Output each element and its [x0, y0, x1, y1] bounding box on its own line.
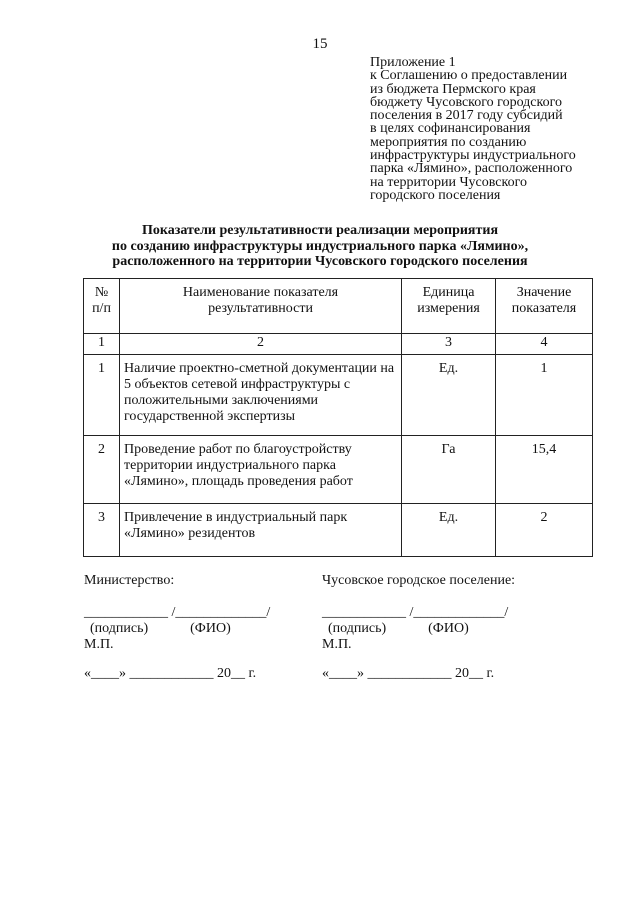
appendix-line: бюджету Чусовского городского	[370, 94, 562, 110]
appendix-line: в целях софинансирования	[370, 121, 531, 137]
row-number: 1	[84, 355, 120, 436]
appendix-line: на территории Чусовского	[370, 174, 527, 190]
indicator-name: Наличие проектно-сметной документации на 5 объектов сетевой инфраструктуры с положительными заключениями государственной экспертизы	[120, 355, 402, 436]
stamp-placeholder: М.П.	[84, 637, 114, 652]
appendix-line: городского поселения	[370, 187, 501, 203]
signature-block-ministry	[84, 573, 324, 683]
page-number: 15	[312, 36, 328, 52]
table-header-row	[84, 279, 593, 334]
title-line: Показатели результативности реализации мероприятия	[141, 223, 499, 238]
column-index: 2	[120, 334, 402, 355]
indicator-value: 2	[496, 504, 593, 557]
appendix-line: парка «Лямино», расположенного	[370, 161, 573, 177]
header-value	[496, 279, 593, 334]
appendix-line: к Соглашению о предоставлении	[370, 68, 568, 84]
appendix-line: мероприятия по созданию	[370, 134, 527, 150]
signature-captions: (подпись) (ФИО)	[90, 621, 231, 636]
signatory-party: Чусовское городское поселение:	[322, 573, 516, 588]
appendix-line: поселения в 2017 году субсидий	[370, 108, 563, 124]
column-index-row	[84, 334, 593, 355]
document-title	[0, 223, 640, 270]
indicator-value: 15,4	[496, 436, 593, 504]
column-index: 3	[402, 334, 496, 355]
header-num-line: п/п	[92, 301, 111, 316]
title-line: расположенного на территории Чусовского городского поселения	[112, 254, 528, 269]
indicator-unit: Га	[402, 436, 496, 504]
column-index: 4	[496, 334, 593, 355]
row-number: 2	[84, 436, 120, 504]
table-row	[84, 504, 593, 557]
indicator-unit: Ед.	[402, 355, 496, 436]
row-number: 3	[84, 504, 120, 557]
header-name-line: результативности	[208, 301, 313, 316]
indicator-unit: Ед.	[402, 504, 496, 557]
column-index: 1	[84, 334, 120, 355]
header-num-line: №	[94, 285, 109, 300]
signatory-party: Министерство:	[84, 573, 175, 588]
signature-block-settlement	[322, 573, 582, 683]
title-line: по созданию инфраструктуры индустриального парка «Лямино»,	[111, 238, 529, 254]
header-value-line: Значение	[516, 285, 572, 300]
appendix-header	[370, 56, 620, 202]
appendix-line: из бюджета Пермского края	[370, 81, 536, 97]
date-line: «____» ____________ 20__ г.	[84, 666, 257, 681]
appendix-line: инфраструктуры индустриального	[370, 148, 576, 164]
table-row	[84, 355, 593, 436]
indicator-name: Привлечение в индустриальный парк «Лямино» резидентов	[120, 504, 402, 557]
header-value-line: показателя	[511, 301, 577, 316]
header-unit	[402, 279, 496, 334]
stamp-placeholder: М.П.	[322, 637, 352, 652]
signature-line: ____________ /_____________/	[322, 605, 509, 620]
signature-captions: (подпись) (ФИО)	[328, 621, 469, 636]
indicator-name: Проведение работ по благоустройству территории индустриального парка «Лямино», площадь проведения работ	[120, 436, 402, 504]
header-unit-line: измерения	[417, 301, 480, 316]
header-name-line: Наименование показателя	[182, 285, 339, 300]
appendix-line: Приложение 1	[370, 55, 456, 70]
indicators-table	[83, 278, 593, 557]
header-unit-line: Единица	[422, 285, 475, 300]
indicator-value: 1	[496, 355, 593, 436]
signature-line: ____________ /_____________/	[84, 605, 271, 620]
header-num	[84, 279, 120, 334]
header-name	[120, 279, 402, 334]
table-row	[84, 436, 593, 504]
date-line: «____» ____________ 20__ г.	[322, 666, 495, 681]
